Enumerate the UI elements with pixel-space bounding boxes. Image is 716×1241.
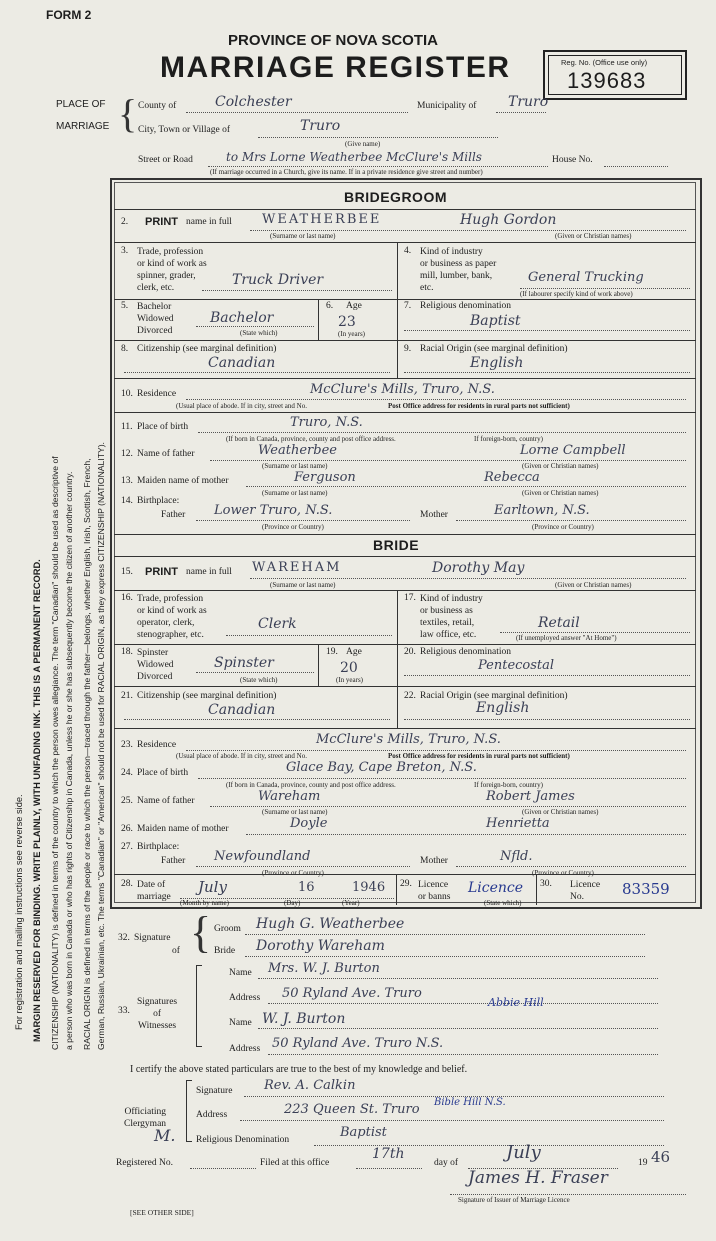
state-caption: (State which) bbox=[240, 329, 278, 337]
see-other-side: [SEE OTHER SIDE] bbox=[130, 1208, 194, 1217]
filed-year-prefix: 19 bbox=[638, 1158, 648, 1168]
filed-month: July bbox=[506, 1142, 541, 1163]
bride-residence-caption-b: Post Office address for residents in rural parts not sufficient) bbox=[388, 752, 570, 760]
q3-number: 3. bbox=[121, 246, 129, 256]
side-line-2: MARGIN RESERVED FOR BINDING. WRITE PLAINLY, WITH UNFADING INK. THIS IS A PERMANENT RECORD. bbox=[32, 559, 42, 1042]
bride-mother-prov-caption: (Province or Country) bbox=[532, 869, 594, 877]
groom-name-label: name in full bbox=[186, 217, 232, 227]
groom-age: 23 bbox=[338, 314, 356, 330]
clergy-denom: Baptist bbox=[340, 1125, 387, 1140]
county-value: Colchester bbox=[215, 94, 292, 110]
clergy-address-label: Address bbox=[196, 1110, 228, 1120]
w1-name-label: Name bbox=[229, 968, 252, 978]
county-label: County of bbox=[138, 101, 177, 111]
groom-birth: Truro, N.S. bbox=[290, 415, 363, 430]
bride-trade-label: Trade, profession or kind of work as operator, clerk, stenographer, etc. bbox=[137, 594, 207, 640]
q4-number: 4. bbox=[404, 246, 412, 256]
q32-number: 32. bbox=[118, 933, 130, 943]
age-caption: (In years) bbox=[338, 330, 366, 338]
w2-address-label: Address bbox=[229, 1044, 261, 1054]
groom-racial-label: Racial Origin (see marginal definition) bbox=[420, 344, 568, 354]
bride-industry: Retail bbox=[538, 615, 580, 631]
municipality-value: Truro bbox=[508, 94, 549, 110]
side-line-6: German, Russian, Ukrainian, etc. The terms "Canadian" or "American" should not be used for RACIAL ORIGIN, as they express CITIZENSHIP (NATIONALITY). bbox=[96, 442, 106, 1050]
bride-birthplace-label: Birthplace: bbox=[137, 842, 180, 852]
bride-industry-caption: (If unemployed answer "At Home") bbox=[516, 634, 617, 642]
clergy-denom-label: Religious Denomination bbox=[196, 1135, 290, 1145]
clergy-address: 223 Queen St. Truro bbox=[284, 1102, 420, 1117]
w2-name-label: Name bbox=[229, 1018, 252, 1028]
place-label-2: MARRIAGE bbox=[56, 121, 110, 132]
q25-number: 25. bbox=[121, 796, 133, 806]
side-line-4: a person who was born in Canada or who has rights of Citizenship in Canada, unless he or she has subsequently become the citizen of another country. bbox=[64, 471, 74, 1050]
q33-number: 33. bbox=[118, 1006, 130, 1016]
q29-number: 29. bbox=[400, 879, 412, 889]
issuer-signature: James H. Fraser bbox=[468, 1168, 608, 1188]
w2-address-extra: Abbie Hill bbox=[488, 996, 544, 1009]
bride-given-caption: (Given or Christian names) bbox=[555, 581, 632, 589]
q12-number: 12. bbox=[121, 449, 133, 459]
father-prov-caption: (Province or Country) bbox=[262, 523, 324, 531]
give-name-caption: (Give name) bbox=[345, 140, 381, 148]
day-of-label: day of bbox=[434, 1158, 459, 1168]
q28-number: 28. bbox=[121, 879, 133, 889]
reg-number: 139683 bbox=[567, 68, 647, 93]
bride-mother-surname: Doyle bbox=[290, 816, 328, 831]
bride-mother-word: Mother bbox=[420, 856, 448, 866]
groom-father-word: Father bbox=[161, 510, 186, 520]
groom-citizenship: Canadian bbox=[208, 355, 276, 371]
side-line-5: RACIAL ORIGIN is defined in terms of the people or race to which the person—traced through the father—belongs, whether English, Irish, Scottish, French, bbox=[82, 458, 92, 1050]
groom-industry-label: Kind of industry or business as paper mill, lumber, bank, etc. bbox=[420, 247, 497, 293]
licence-number: 83359 bbox=[622, 880, 670, 898]
q16-number: 16. bbox=[121, 593, 133, 603]
bride-residence-caption-a: (Usual place of abode. If in city, street and No. bbox=[176, 752, 307, 760]
bride-residence-label: Residence bbox=[137, 740, 177, 750]
bride-father-word: Father bbox=[161, 856, 186, 866]
bride-birth: Glace Bay, Cape Breton, N.S. bbox=[286, 760, 477, 775]
bride-print-label: PRINT bbox=[145, 566, 178, 578]
q20-number: 20. bbox=[404, 647, 416, 657]
residence-caption-b: Post Office address for residents in rural parts not sufficient) bbox=[388, 402, 570, 410]
marriage-year: 1946 bbox=[352, 880, 386, 895]
q18-number: 18. bbox=[121, 647, 133, 657]
bride-religion: Pentecostal bbox=[478, 658, 555, 673]
bride-surname-caption: (Surname or last name) bbox=[270, 581, 336, 589]
city-label: City, Town or Village of bbox=[138, 125, 230, 135]
certify-text: I certify the above stated particulars are true to the best of my knowledge and belief. bbox=[130, 1064, 468, 1075]
bride-father-given: Robert James bbox=[486, 789, 575, 804]
groom-racial: English bbox=[470, 355, 524, 371]
q13-number: 13. bbox=[121, 476, 133, 486]
groom-residence: McClure's Mills, Truro, N.S. bbox=[310, 382, 495, 397]
street-label: Street or Road bbox=[138, 155, 193, 165]
marriage-day: 16 bbox=[298, 880, 315, 895]
q5-number: 5. bbox=[121, 301, 129, 311]
q10-number: 10. bbox=[121, 389, 133, 399]
groom-given: Hugh Gordon bbox=[460, 212, 557, 228]
q14-number: 14. bbox=[121, 496, 133, 506]
groom-birth-label: Place of birth bbox=[137, 422, 189, 432]
signature-label: Signature bbox=[134, 933, 171, 943]
bride-surname: WAREHAM bbox=[252, 560, 342, 575]
signature-of-label: of bbox=[172, 946, 180, 956]
filed-year: 46 bbox=[651, 1148, 671, 1166]
groom-mother-given: Rebecca bbox=[484, 470, 540, 485]
bride-mother-birth: Nfld. bbox=[500, 849, 533, 864]
bride-citizenship-label: Citizenship (see marginal definition) bbox=[137, 691, 277, 701]
bride-father-surname-caption: (Surname or last name) bbox=[262, 808, 328, 816]
bridegroom-heading: BRIDEGROOM bbox=[344, 189, 447, 205]
q22-number: 22. bbox=[404, 691, 416, 701]
groom-religion: Baptist bbox=[470, 313, 521, 329]
page-title: MARRIAGE REGISTER bbox=[160, 51, 511, 84]
w1-name: Mrs. W. J. Burton bbox=[268, 961, 380, 976]
registered-label: Registered No. bbox=[116, 1158, 173, 1168]
birth-caption-b: If foreign-born, country) bbox=[474, 435, 544, 443]
marriage-month: July bbox=[198, 878, 227, 896]
groom-mother-surname: Ferguson bbox=[294, 470, 356, 485]
clergyman-label: Officiating Clergyman bbox=[124, 1107, 167, 1129]
clergy-bracket bbox=[186, 1080, 192, 1142]
day-caption: (Day) bbox=[284, 899, 301, 907]
father-given-caption: (Given or Christian names) bbox=[522, 462, 599, 470]
bride-mother-given: Henrietta bbox=[486, 816, 550, 831]
bride-citizenship: Canadian bbox=[208, 702, 276, 718]
bride-residence: McClure's Mills, Truro, N.S. bbox=[316, 732, 501, 747]
q27-number: 27. bbox=[121, 842, 133, 852]
w1-address-label: Address bbox=[229, 993, 261, 1003]
mother-given-caption: (Given or Christian names) bbox=[522, 489, 599, 497]
groom-religion-label: Religious denomination bbox=[420, 301, 512, 311]
bride-name-label: name in full bbox=[186, 567, 232, 577]
bride-birth-label: Place of birth bbox=[137, 768, 189, 778]
q17-number: 17. bbox=[404, 593, 416, 603]
bride-age-label: Age bbox=[346, 647, 362, 657]
groom-father-surname: Weatherbee bbox=[258, 443, 337, 458]
bride-heading: BRIDE bbox=[373, 537, 420, 553]
groom-surname: WEATHERBEE bbox=[262, 212, 382, 227]
residence-caption-a: (Usual place of abode. If in city, street and No. bbox=[176, 402, 307, 410]
q6-number: 6. bbox=[326, 301, 334, 311]
given-caption: (Given or Christian names) bbox=[555, 232, 632, 240]
groom-signature: Hugh G. Weatherbee bbox=[256, 916, 405, 932]
groom-father-birth: Lower Truro, N.S. bbox=[214, 503, 333, 518]
groom-citizenship-label: Citizenship (see marginal definition) bbox=[137, 344, 277, 354]
bride-status-label: Spinster Widowed Divorced bbox=[137, 648, 174, 682]
groom-trade-label: Trade, profession or kind of work as spinner, grader, clerk, etc. bbox=[137, 247, 207, 293]
reg-number-box bbox=[543, 50, 687, 100]
bride-father-surname: Wareham bbox=[258, 789, 321, 804]
w1-address: 50 Ryland Ave. Truro bbox=[282, 986, 422, 1001]
w2-address: 50 Ryland Ave. Truro N.S. bbox=[272, 1036, 444, 1051]
house-label: House No. bbox=[552, 155, 593, 165]
city-value: Truro bbox=[300, 118, 341, 134]
bride-father-label: Name of father bbox=[137, 796, 195, 806]
form-number: FORM 2 bbox=[46, 8, 92, 22]
q30-number: 30. bbox=[540, 879, 552, 889]
side-line-1: For registration and mailing instructions see reverse side. bbox=[14, 794, 24, 1030]
groom-status-label: Bachelor Widowed Divorced bbox=[137, 302, 174, 336]
place-brace: { bbox=[118, 91, 138, 136]
bride-industry-label: Kind of industry or business as textiles, retail, law office, etc. bbox=[420, 594, 483, 640]
issuer-caption: Signature of Issuer of Marriage Licence bbox=[458, 1196, 570, 1204]
licence-number-label: Licence No. bbox=[570, 880, 601, 902]
groom-residence-label: Residence bbox=[137, 389, 177, 399]
bride-sig-label: Bride bbox=[214, 946, 236, 956]
marriage-date-label: Date of marriage bbox=[137, 880, 171, 902]
groom-mother-word: Mother bbox=[420, 510, 448, 520]
bride-birth-caption-a: (If born in Canada, province, county and post office address. bbox=[226, 781, 396, 789]
groom-age-label: Age bbox=[346, 301, 362, 311]
groom-trade: Truck Driver bbox=[232, 272, 324, 288]
groom-industry: General Trucking bbox=[528, 270, 644, 285]
bride-age: 20 bbox=[340, 660, 358, 676]
bride-father-birth: Newfoundland bbox=[214, 849, 311, 864]
witness-label: Signatures of Witnesses bbox=[137, 997, 178, 1031]
q8-number: 8. bbox=[121, 344, 129, 354]
q9-number: 9. bbox=[404, 344, 412, 354]
place-label-1: PLACE OF bbox=[56, 99, 106, 110]
bride-status: Spinster bbox=[214, 655, 274, 671]
w2-name: W. J. Burton bbox=[262, 1011, 346, 1027]
bride-father-prov-caption: (Province or Country) bbox=[262, 869, 324, 877]
groom-sig-label: Groom bbox=[214, 924, 241, 934]
bride-state-caption: (State which) bbox=[240, 676, 278, 684]
side-line-3: CITIZENSHIP (NATIONALITY) is defined in terms of the country to which the person owes allegiance. The term "Canadian" should be used as descriptive of bbox=[50, 456, 60, 1050]
groom-father-label: Name of father bbox=[137, 449, 195, 459]
bride-age-caption: (In years) bbox=[336, 676, 364, 684]
municipality-label: Municipality of bbox=[417, 101, 477, 111]
filed-label: Filed at this office bbox=[260, 1158, 330, 1168]
industry-caption: (If labourer specify kind of work above) bbox=[520, 290, 633, 298]
bride-racial: English bbox=[476, 700, 530, 716]
q21-number: 21. bbox=[121, 691, 133, 701]
bride-racial-label: Racial Origin (see marginal definition) bbox=[420, 691, 568, 701]
q11-number: 11. bbox=[121, 422, 133, 432]
bride-birth-caption-b: If foreign-born, country) bbox=[474, 781, 544, 789]
mother-surname-caption: (Surname or last name) bbox=[262, 489, 328, 497]
q15-number: 15. bbox=[121, 567, 133, 577]
licence-state-caption: (State which) bbox=[484, 899, 522, 907]
q23-number: 23. bbox=[121, 740, 133, 750]
bride-father-given-caption: (Given or Christian names) bbox=[522, 808, 599, 816]
groom-father-given: Lorne Campbell bbox=[520, 443, 626, 458]
street-value: to Mrs Lorne Weatherbee McClure's Mills bbox=[226, 150, 482, 164]
father-surname-caption: (Surname or last name) bbox=[262, 462, 328, 470]
q26-number: 26. bbox=[121, 824, 133, 834]
q7-number: 7. bbox=[404, 301, 412, 311]
bride-religion-label: Religious denomination bbox=[420, 647, 512, 657]
groom-birthplace-label: Birthplace: bbox=[137, 496, 180, 506]
mother-prov-caption: (Province or Country) bbox=[532, 523, 594, 531]
year-caption: (Year) bbox=[342, 899, 360, 907]
q2-number: 2. bbox=[121, 217, 129, 227]
groom-mother-label: Maiden name of mother bbox=[137, 476, 229, 486]
groom-print-label: PRINT bbox=[145, 216, 178, 228]
surname-caption: (Surname or last name) bbox=[270, 232, 336, 240]
licence-value: Licence bbox=[468, 880, 524, 896]
filed-day: 17th bbox=[372, 1146, 405, 1162]
month-caption: (Month by name) bbox=[180, 899, 229, 907]
licence-label: Licence or banns bbox=[418, 880, 451, 902]
q19-number: 19. bbox=[326, 647, 338, 657]
bride-signature: Dorothy Wareham bbox=[256, 938, 385, 954]
bride-trade: Clerk bbox=[258, 616, 297, 632]
groom-mother-birth: Earltown, N.S. bbox=[494, 503, 590, 518]
street-caption: (If marriage occurred in a Church, give its name. If in a private residence give street and number) bbox=[210, 168, 483, 176]
reg-number-label: Reg. No. (Office use only) bbox=[561, 58, 648, 67]
margin-initials: M. bbox=[154, 1126, 176, 1145]
bride-mother-label: Maiden name of mother bbox=[137, 824, 229, 834]
clergy-signature-label: Signature bbox=[196, 1086, 233, 1096]
province-title: PROVINCE OF NOVA SCOTIA bbox=[228, 32, 439, 49]
clergy-signature: Rev. A. Calkin bbox=[264, 1078, 356, 1093]
groom-status: Bachelor bbox=[210, 310, 274, 326]
q24-number: 24. bbox=[121, 768, 133, 778]
clergy-address-extra: Bible Hill N.S. bbox=[434, 1097, 506, 1108]
birth-caption-a: (If born in Canada, province, county and post office address. bbox=[226, 435, 396, 443]
witness-bracket bbox=[196, 965, 202, 1047]
signature-brace: { bbox=[190, 908, 212, 957]
bride-given: Dorothy May bbox=[432, 560, 525, 576]
